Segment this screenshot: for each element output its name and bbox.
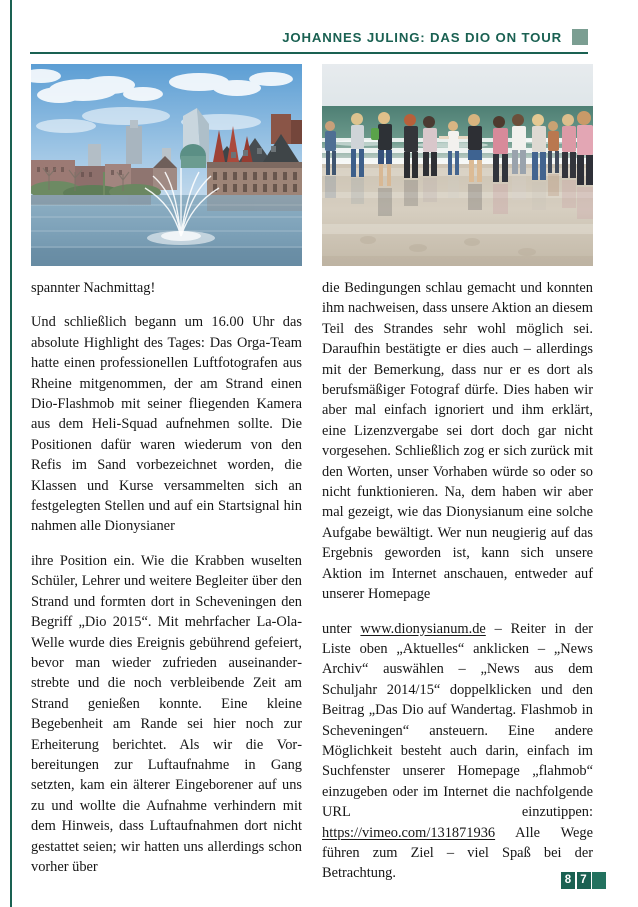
running-head: [30, 26, 588, 48]
paragraph-left-3: ihre Position ein. Wie die Krabben wuselten Schüler, Lehrer und weitere Begleiter über den Strand und formten dort in Scheveningen den Begriff „Dio 2015“. Mit mehrfacher La-Ola-Welle wurde dies Ereignis gebührend gefeiert, bevor man wieder zufrieden auseinanderstrebte und die noch verbleibende Zeit am Strand genießen konnte. Eine kleine Begebenheit am Rande sei hier noch zur Erheiterung berichtet. Als wir die Vorbereitungen zur Luftaufnahme in Gang setzten, kam ein älterer Eingeborener auf uns zu und wollte die Aufnahme verhindern mit dem Hinweis, dass Luftaufnahmen dort nicht gestattet seien; wir hatten uns allerdings schon vorher über: [31, 552, 302, 875]
paragraph-right-1: die Bedingungen schlau gemacht und konnten ihm nachweisen, dass unsere Aktion an diesem Teil des Strandes sehr wohl möglich sei. Daraufhin bestätigte er dies auch – allerdings mit der Bemerkung, dass nur er es dort als berufsmäßiger Fotograf dürfe. Dies haben wir aber mal einfach ignoriert und ihm erklärt, eine Lizenzvergabe sei dort doch gar nicht vorgesehen. Schließlich zog er sich zurück mit den Worten, unser Vorhaben würde so oder so nicht funktionieren. Na, dem haben wir aber mal gezeigt, wie das Dionysianum eine solche Aufgabe bewältigt. Wer nun neugierig auf das Ergebnis geworden ist, kann sich unsere Aktion im Internet anschauen, entweder auf unserer Homepage: [322, 280, 593, 603]
header-rule: [30, 52, 588, 54]
paragraph-right-2: [322, 619, 593, 884]
text-after-video-link: Alle Wege führen zum Ziel – viel Spaß bei der Betrachtung.: [322, 824, 593, 882]
folio-marker-square: [592, 872, 606, 889]
folio-digit-1: 8: [561, 872, 575, 889]
paragraph-left-1: spannter Nachmittag!: [31, 280, 156, 296]
left-spine-rule: [10, 0, 12, 907]
folio-digit-2: 7: [577, 872, 591, 889]
photo-flashmob-strand-scheveningen: [322, 64, 593, 266]
page-title: JOHANNES JULING: DAS DIO ON TOUR: [282, 29, 562, 45]
page-number-folio: [561, 872, 606, 889]
text-column-left: [31, 278, 302, 877]
link-vimeo-video[interactable]: https://vimeo.com/131871936: [322, 824, 496, 841]
photo-hofvijver-den-haag: [31, 64, 302, 266]
link-dionysianum-homepage[interactable]: www.dionysianum.de: [360, 620, 486, 637]
square-marker-icon: [572, 29, 588, 45]
text-between-links: – Reiter in der Liste oben „Aktuelles“ anklicken – „News Archiv“ auswählen – „News aus dem Schuljahr 2014/15“ doppelklicken und den Beitrag „Das Dio auf Wandertag. Flashmob in Scheveningen“ ansteuern. Eine andere Möglichkeit besteht auch darin, einfach im Suchfenster unserer Homepage „flahmob“ einzugeben oder im Internet die nachfolgende URL einzutippen:: [322, 620, 593, 821]
paragraph-left-2: Und schließlich begann um 16.00 Uhr das absolute Highlight des Tages: Das Orga-Team hatte einen professionellen Luftfotografen aus Rheine mitgenommen, der am Strand einen Dio-Flashmob mit seiner fliegenden Kamera aus dem Heli-Squad aufnehmen sollte. Die Positionen dafür waren wiederum von den Refis im Sand vorbezeichnet worden, die Klassen und Kurse versammelten sich an festgelegten Stellen und auf ein Startsignal hin nahmen alle Dionysianer: [31, 314, 302, 535]
text-column-right: [322, 278, 593, 884]
text-before-homepage-link: unter: [322, 620, 361, 637]
